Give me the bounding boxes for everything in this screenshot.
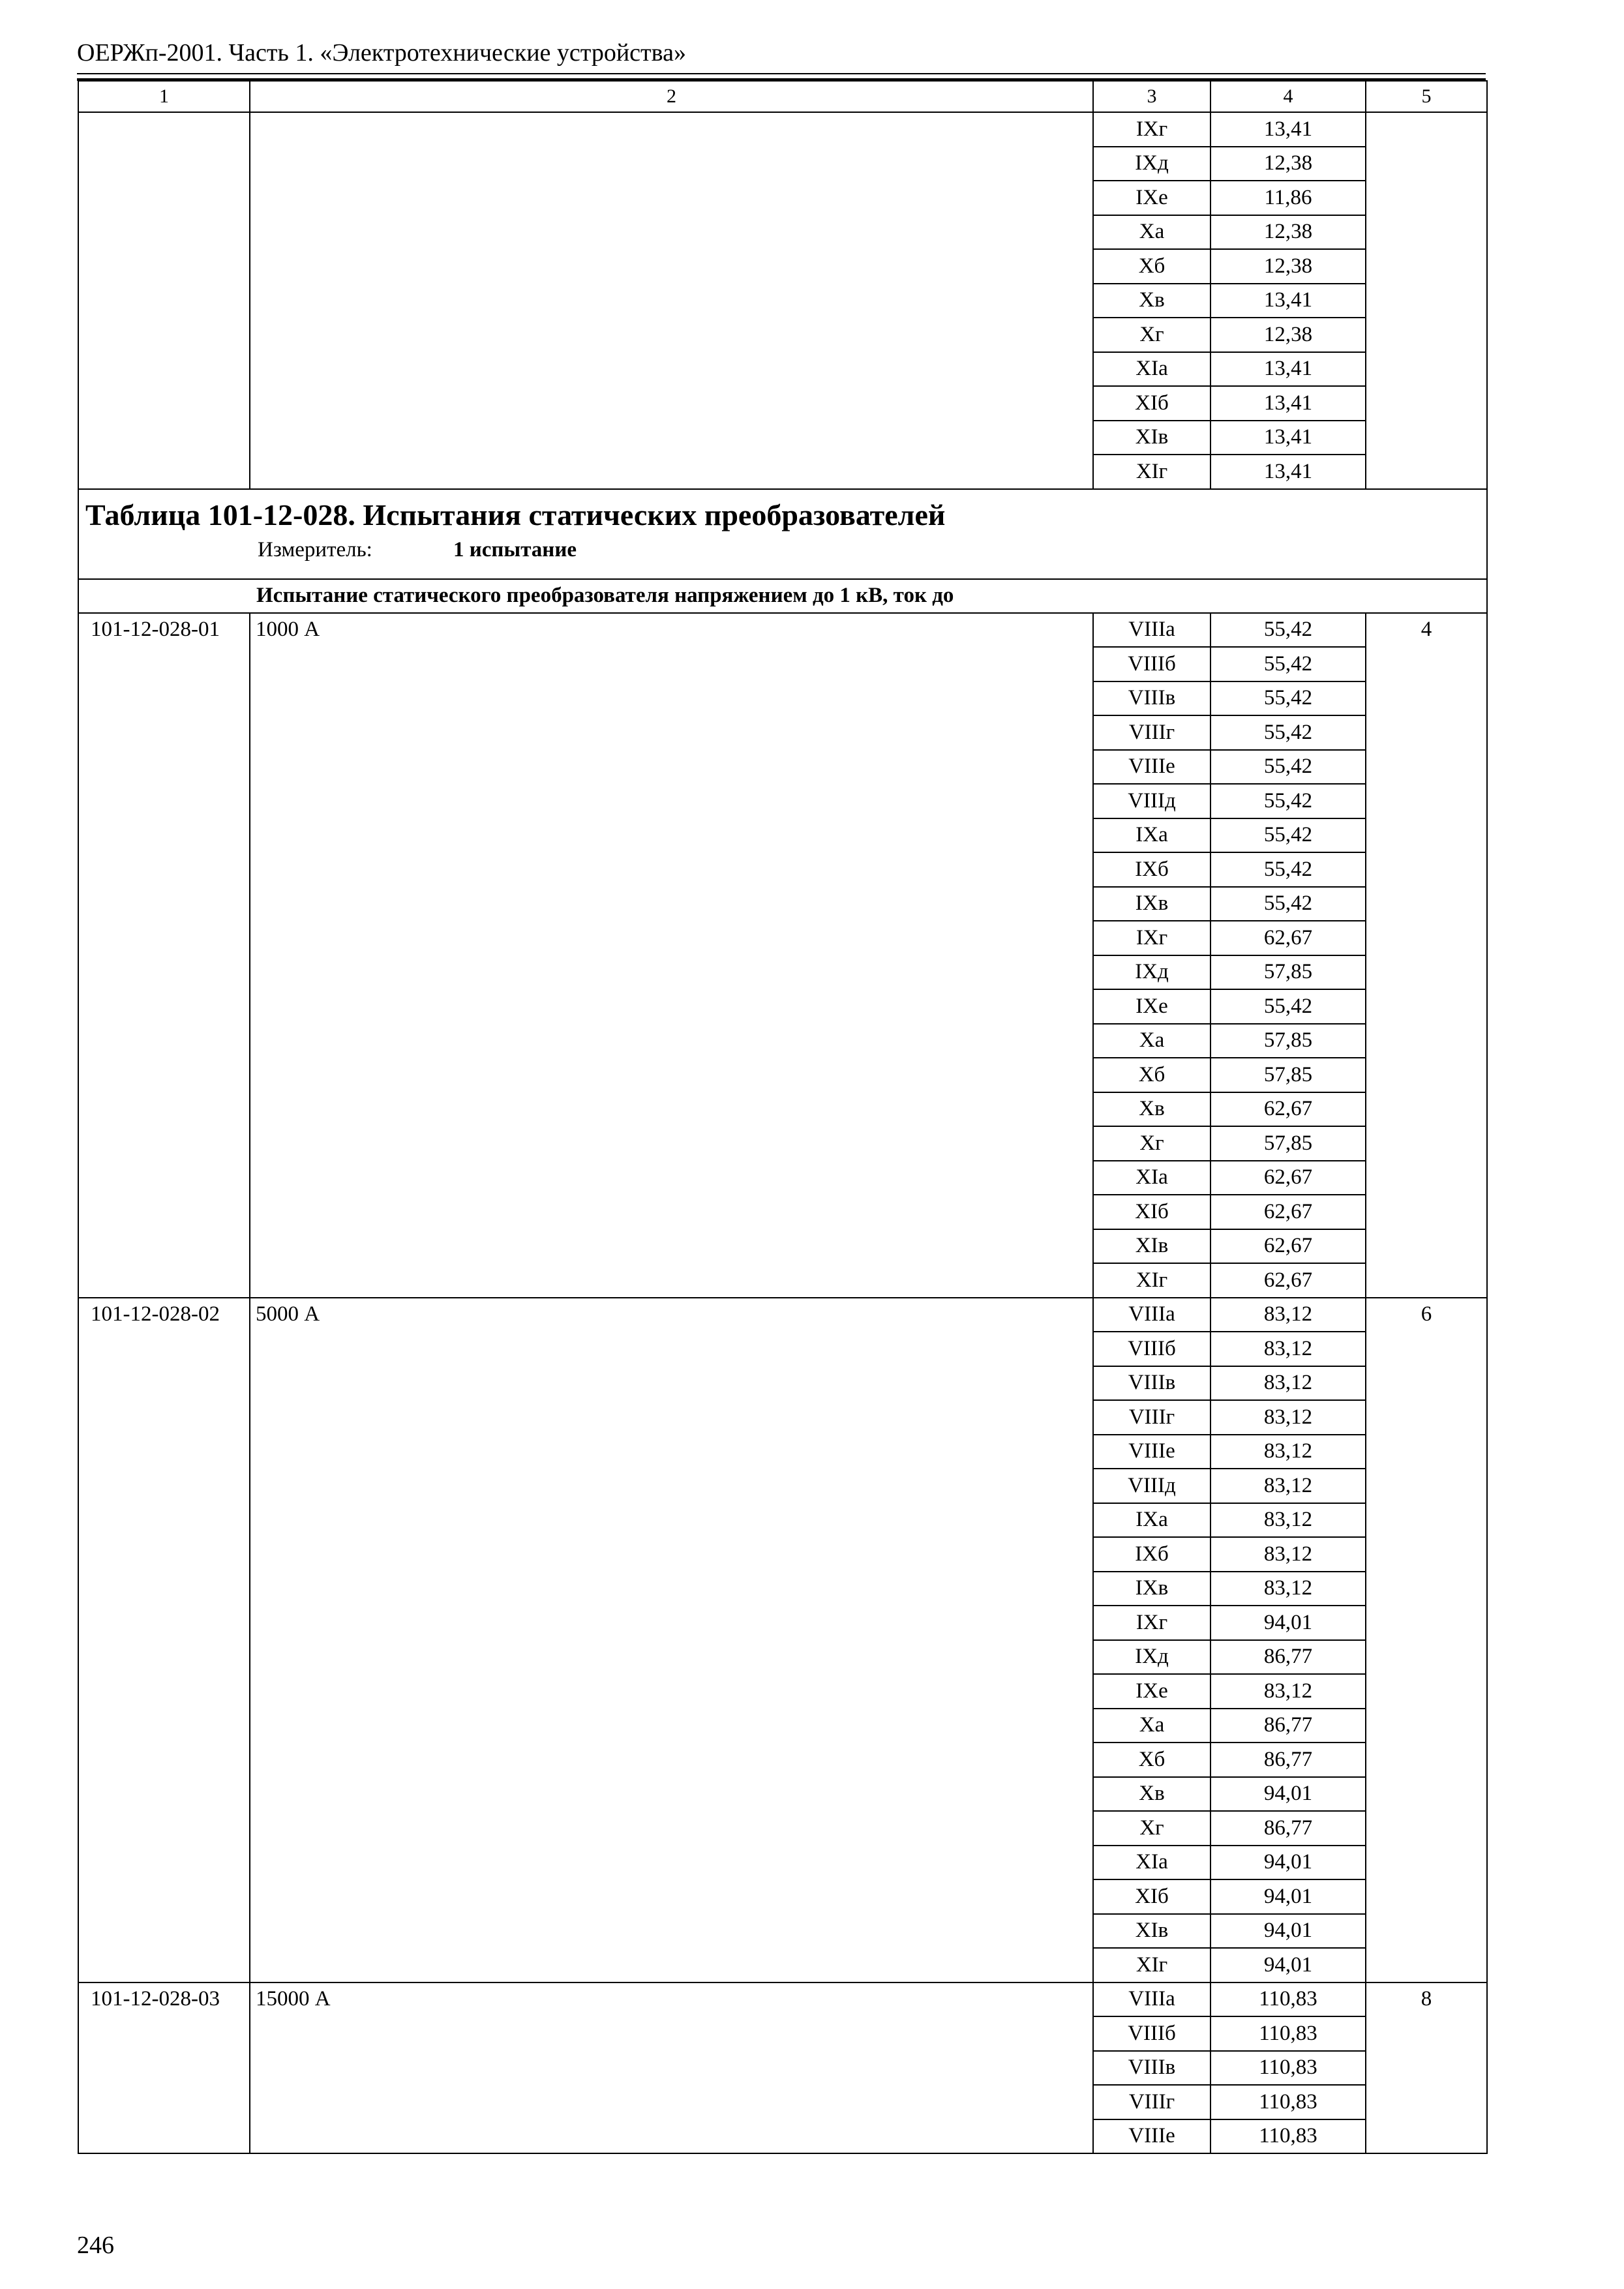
zone-cell: VIIIб [1093, 647, 1210, 681]
value-cell: 55,42 [1210, 989, 1366, 1024]
value-cell: 55,42 [1210, 681, 1366, 716]
table-row [78, 112, 1487, 147]
zone-cell: VIIIг [1093, 1400, 1210, 1435]
col5-cell [1366, 112, 1487, 489]
value-cell: 110,83 [1210, 2016, 1366, 2051]
value-cell: 83,12 [1210, 1332, 1366, 1366]
value-cell: 110,83 [1210, 2119, 1366, 2154]
value-cell: 12,38 [1210, 249, 1366, 284]
zone-cell: XIа [1093, 352, 1210, 387]
zone-cell: VIIIд [1093, 784, 1210, 818]
zone-cell: IXб [1093, 852, 1210, 887]
table-title-row [78, 489, 1487, 579]
rates-table [78, 80, 1488, 2154]
zone-cell: IXе [1093, 181, 1210, 215]
value-cell: 55,42 [1210, 887, 1366, 921]
zone-cell: XIб [1093, 386, 1210, 421]
value-cell: 94,01 [1210, 1846, 1366, 1880]
table-row [78, 1982, 1487, 2017]
zone-cell: XIв [1093, 1229, 1210, 1264]
column-number: 1 [78, 81, 250, 112]
rates-table-body [78, 81, 1487, 2153]
col5-cell: 6 [1366, 1298, 1487, 1982]
zone-cell: VIIIа [1093, 1298, 1210, 1332]
zone-cell: XIа [1093, 1846, 1210, 1880]
value-cell: 83,12 [1210, 1674, 1366, 1709]
value-cell: 83,12 [1210, 1435, 1366, 1469]
value-cell: 110,83 [1210, 2051, 1366, 2086]
zone-cell: VIIIд [1093, 1469, 1210, 1503]
value-cell: 13,41 [1210, 112, 1366, 147]
value-cell: 12,38 [1210, 318, 1366, 352]
zone-cell: IXв [1093, 1572, 1210, 1606]
column-number: 2 [250, 81, 1093, 112]
value-cell: 57,85 [1210, 1058, 1366, 1092]
value-cell: 86,77 [1210, 1811, 1366, 1846]
value-cell: 86,77 [1210, 1709, 1366, 1743]
column-number: 4 [1210, 81, 1366, 112]
zone-cell: VIIIа [1093, 613, 1210, 648]
name-cell: 15000 А [250, 1982, 1093, 2154]
zone-cell: Xб [1093, 1058, 1210, 1092]
value-cell: 94,01 [1210, 1948, 1366, 1982]
zone-cell: Xб [1093, 1743, 1210, 1777]
zone-cell: XIг [1093, 1263, 1210, 1298]
value-cell: 83,12 [1210, 1366, 1366, 1401]
zone-cell: XIа [1093, 1161, 1210, 1195]
zone-cell: Xв [1093, 1777, 1210, 1812]
value-cell: 55,42 [1210, 715, 1366, 750]
col5-cell: 8 [1366, 1982, 1487, 2154]
measurer-row [85, 539, 1486, 561]
zone-cell: IXв [1093, 887, 1210, 921]
value-cell: 86,77 [1210, 1743, 1366, 1777]
zone-cell: Xа [1093, 215, 1210, 250]
value-cell: 83,12 [1210, 1400, 1366, 1435]
value-cell: 94,01 [1210, 1606, 1366, 1640]
value-cell: 62,67 [1210, 1092, 1366, 1127]
value-cell: 13,41 [1210, 284, 1366, 318]
value-cell: 55,42 [1210, 818, 1366, 853]
value-cell: 13,41 [1210, 386, 1366, 421]
zone-cell: XIв [1093, 421, 1210, 455]
zone-cell: Xг [1093, 318, 1210, 352]
zone-cell: IXа [1093, 818, 1210, 853]
name-cell [250, 112, 1093, 489]
zone-cell: XIг [1093, 1948, 1210, 1982]
value-cell: 94,01 [1210, 1914, 1366, 1949]
zone-cell: VIIIе [1093, 2119, 1210, 2154]
zone-cell: XIб [1093, 1879, 1210, 1914]
value-cell: 86,77 [1210, 1640, 1366, 1675]
zone-cell: VIIIе [1093, 750, 1210, 785]
name-cell: 5000 А [250, 1298, 1093, 1982]
zone-cell: Xа [1093, 1709, 1210, 1743]
value-cell: 62,67 [1210, 1195, 1366, 1229]
value-cell: 62,67 [1210, 1263, 1366, 1298]
code-cell: 101-12-028-02 [78, 1298, 250, 1982]
zone-cell: Xг [1093, 1811, 1210, 1846]
zone-cell: IXг [1093, 112, 1210, 147]
zone-cell: VIIIв [1093, 1366, 1210, 1401]
zone-cell: IXе [1093, 1674, 1210, 1709]
table-title-cell [78, 489, 1487, 579]
zone-cell: IXг [1093, 1606, 1210, 1640]
value-cell: 83,12 [1210, 1572, 1366, 1606]
value-cell: 55,42 [1210, 750, 1366, 785]
zone-cell: XIг [1093, 455, 1210, 489]
value-cell: 12,38 [1210, 147, 1366, 181]
value-cell: 11,86 [1210, 181, 1366, 215]
zone-cell: IXд [1093, 147, 1210, 181]
table-row [78, 1298, 1487, 1332]
zone-cell: VIIIб [1093, 1332, 1210, 1366]
section-title: Испытание статического преобразователя напряжением до 1 кВ, ток до [78, 579, 1487, 613]
value-cell: 57,85 [1210, 1024, 1366, 1058]
measurer-value: 1 испытание [453, 538, 577, 562]
zone-cell: VIIIг [1093, 715, 1210, 750]
value-cell: 13,41 [1210, 455, 1366, 489]
value-cell: 12,38 [1210, 215, 1366, 250]
zone-cell: VIIIе [1093, 1435, 1210, 1469]
zone-cell: Xв [1093, 1092, 1210, 1127]
zone-cell: VIIIв [1093, 681, 1210, 716]
zone-cell: XIб [1093, 1195, 1210, 1229]
code-cell: 101-12-028-03 [78, 1982, 250, 2154]
value-cell: 13,41 [1210, 421, 1366, 455]
zone-cell: IXб [1093, 1537, 1210, 1572]
column-number: 5 [1366, 81, 1487, 112]
zone-cell: IXа [1093, 1503, 1210, 1538]
zone-cell: VIIIв [1093, 2051, 1210, 2086]
table-title: Таблица 101-12-028. Испытания статических преобразователей [85, 498, 946, 531]
code-cell: 101-12-028-01 [78, 613, 250, 1298]
value-cell: 55,42 [1210, 613, 1366, 648]
value-cell: 57,85 [1210, 955, 1366, 990]
value-cell: 83,12 [1210, 1298, 1366, 1332]
value-cell: 55,42 [1210, 647, 1366, 681]
zone-cell: IXд [1093, 955, 1210, 990]
zone-cell: IXе [1093, 989, 1210, 1024]
value-cell: 62,67 [1210, 921, 1366, 955]
value-cell: 55,42 [1210, 784, 1366, 818]
value-cell: 13,41 [1210, 352, 1366, 387]
measurer-label: Измеритель: [258, 538, 372, 562]
value-cell: 110,83 [1210, 2085, 1366, 2119]
zone-cell: Xг [1093, 1126, 1210, 1161]
name-cell: 1000 А [250, 613, 1093, 1298]
section-row [78, 579, 1487, 613]
zone-cell: VIIIа [1093, 1982, 1210, 2017]
page-number: 246 [77, 2232, 114, 2259]
zone-cell: VIIIг [1093, 2085, 1210, 2119]
page-header: ОЕРЖп-2001. Часть 1. «Электротехнические устройства» [77, 39, 686, 67]
value-cell: 94,01 [1210, 1777, 1366, 1812]
column-numbers-row [78, 81, 1487, 112]
zone-cell: Xа [1093, 1024, 1210, 1058]
value-cell: 62,67 [1210, 1161, 1366, 1195]
table-row [78, 613, 1487, 648]
zone-cell: IXг [1093, 921, 1210, 955]
value-cell: 62,67 [1210, 1229, 1366, 1264]
col5-cell: 4 [1366, 613, 1487, 1298]
value-cell: 83,12 [1210, 1503, 1366, 1538]
zone-cell: IXд [1093, 1640, 1210, 1675]
value-cell: 57,85 [1210, 1126, 1366, 1161]
zone-cell: VIIIб [1093, 2016, 1210, 2051]
value-cell: 55,42 [1210, 852, 1366, 887]
header-rule-thin [77, 73, 1486, 74]
value-cell: 83,12 [1210, 1469, 1366, 1503]
value-cell: 83,12 [1210, 1537, 1366, 1572]
value-cell: 94,01 [1210, 1879, 1366, 1914]
code-cell [78, 112, 250, 489]
zone-cell: Xв [1093, 284, 1210, 318]
value-cell: 110,83 [1210, 1982, 1366, 2017]
column-number: 3 [1093, 81, 1210, 112]
zone-cell: XIв [1093, 1914, 1210, 1949]
zone-cell: Xб [1093, 249, 1210, 284]
